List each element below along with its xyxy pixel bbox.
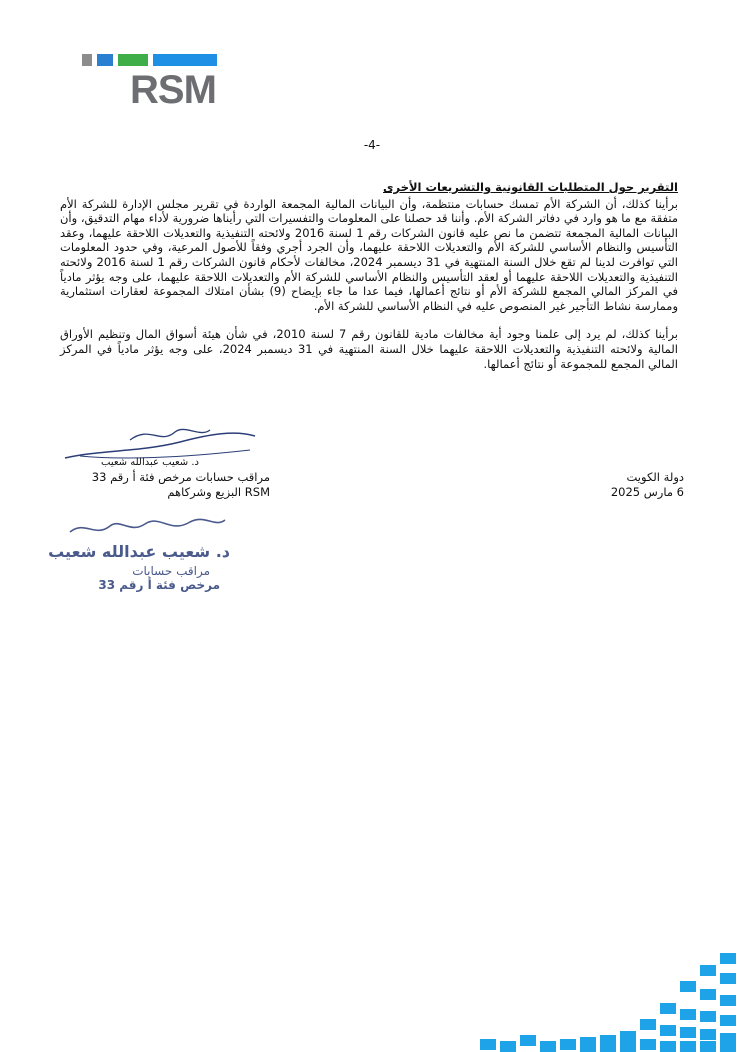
decoration-pixel	[540, 1041, 556, 1052]
section-heading: التقرير حول المتطلبات القانونية والتشريعات الأخرى	[383, 180, 678, 194]
decoration-pixel	[620, 1041, 636, 1052]
place-date-block	[604, 470, 684, 500]
paragraph-cma-law: برأينا كذلك، لم يرد إلى علمنا وجود أية مخالفات مادية للقانون رقم 7 لسنة 2010، في شأن هيئة أسواق المال وتنظيم الأوراق المالية ولائحته التنفيذية والتعديلات اللاحقة عليهما خلال السنة المنتهية في 31 ديسمبر 2024، على وجه يؤثر مادياً في المركز المالي المجمع للمجموعة أو نتائج أعمالها.	[60, 327, 679, 371]
logo-text: RSM	[130, 68, 216, 112]
decoration-pixel	[560, 1039, 576, 1050]
stamp-signature-scribble	[60, 510, 230, 542]
decoration-pixel	[580, 1041, 596, 1052]
decoration-pixel	[700, 965, 716, 976]
rsm-logo	[82, 54, 222, 114]
decoration-pixel	[480, 1039, 496, 1050]
decoration-pixel	[700, 1041, 716, 1052]
signatory-name: د. شعيب عبدالله شعيب	[101, 457, 199, 468]
stamp-license: مرخص فئة أ رقم 33	[98, 578, 220, 592]
logo-blue-bar	[97, 54, 113, 66]
firm-name: RSM البزيع وشركاهم	[167, 485, 270, 499]
decoration-pixel	[500, 1041, 516, 1052]
stamp-name: د. شعيب عبدالله شعيب	[48, 542, 230, 561]
decoration-pixel	[700, 1029, 716, 1040]
signatory-title: مراقب حسابات مرخص فئة أ رقم 33	[91, 470, 270, 484]
page-number: -4-	[363, 138, 381, 152]
decoration-pixel	[660, 1003, 676, 1014]
place: دولة الكويت	[626, 470, 684, 484]
report-body	[60, 180, 678, 385]
signature-block	[60, 455, 270, 500]
decoration-pixel	[720, 995, 736, 1006]
report-date: 6 مارس 2025	[610, 485, 684, 499]
decoration-pixel	[700, 1011, 716, 1022]
decoration-pixel	[520, 1035, 536, 1046]
decoration-pixel	[640, 1019, 656, 1030]
decoration-pixel	[680, 1009, 696, 1020]
stamp-role: مراقب حسابات	[132, 564, 210, 578]
auditor-stamp	[48, 510, 230, 595]
logo-green-bar	[118, 54, 148, 66]
footer-pixel-decoration	[470, 945, 744, 1052]
decoration-pixel	[660, 1025, 676, 1036]
decoration-pixel	[600, 1041, 616, 1052]
decoration-pixel	[680, 1041, 696, 1052]
decoration-pixel	[680, 1027, 696, 1038]
decoration-pixel	[660, 1041, 676, 1052]
decoration-pixel	[720, 953, 736, 964]
paragraph-legal-requirements: برأينا كذلك، أن الشركة الأم تمسك حسابات منتظمة، وأن البيانات المالية المجمعة الواردة في تقرير مجلس الإدارة للشركة الأم متفقة مع ما هو وارد في دفاتر الشركة الأم. وأننا قد حصلنا على المعلومات والتفسيرات التي رأيناها ضرورية لأداء مهام التدقيق، وأن البيانات المالية المجمعة تتضمن ما نص عليه قانون الشركات رقم 1 لسنة 2016 ولائحته التنفيذية والتعديلات اللاحقة عليهما، وعقد التأسيس والنظام الأساسي للشركة الأم والتعديلات اللاحقة عليهما، وأن الجرد أجري وفقاً للأصول المرعية، وفي حدود المعلومات التي توافرت لدينا لم تقع خلال السنة المنتهية في 31 ديسمبر 2024، مخالفات لأحكام قانون الشركات رقم 1 لسنة 2016 ولائحته التنفيذية والتعديلات اللاحقة عليهما أو لعقد التأسيس والنظام الأساسي للشركة الأم والتعديلات اللاحقة عليهما، على وجه يؤثر مادياً في المركز المالي المجمع للشركة الأم أو نتائج أعمالها، فيما عدا ما جاء بإيضاح (9) بشأن امتلاك المجموعة لعقارات استثمارية وممارسة نشاط التأجير غير المنصوص عليه في النظام الأساسي للشركة الأم.	[59, 196, 678, 313]
logo-light-blue-bar	[153, 54, 217, 66]
decoration-pixel	[720, 1041, 736, 1052]
logo-gray-bar	[82, 54, 92, 66]
decoration-pixel	[620, 1031, 636, 1042]
decoration-pixel	[680, 981, 696, 992]
decoration-pixel	[700, 989, 716, 1000]
decoration-pixel	[640, 1039, 656, 1050]
decoration-pixel	[720, 973, 736, 984]
decoration-pixel	[720, 1015, 736, 1026]
